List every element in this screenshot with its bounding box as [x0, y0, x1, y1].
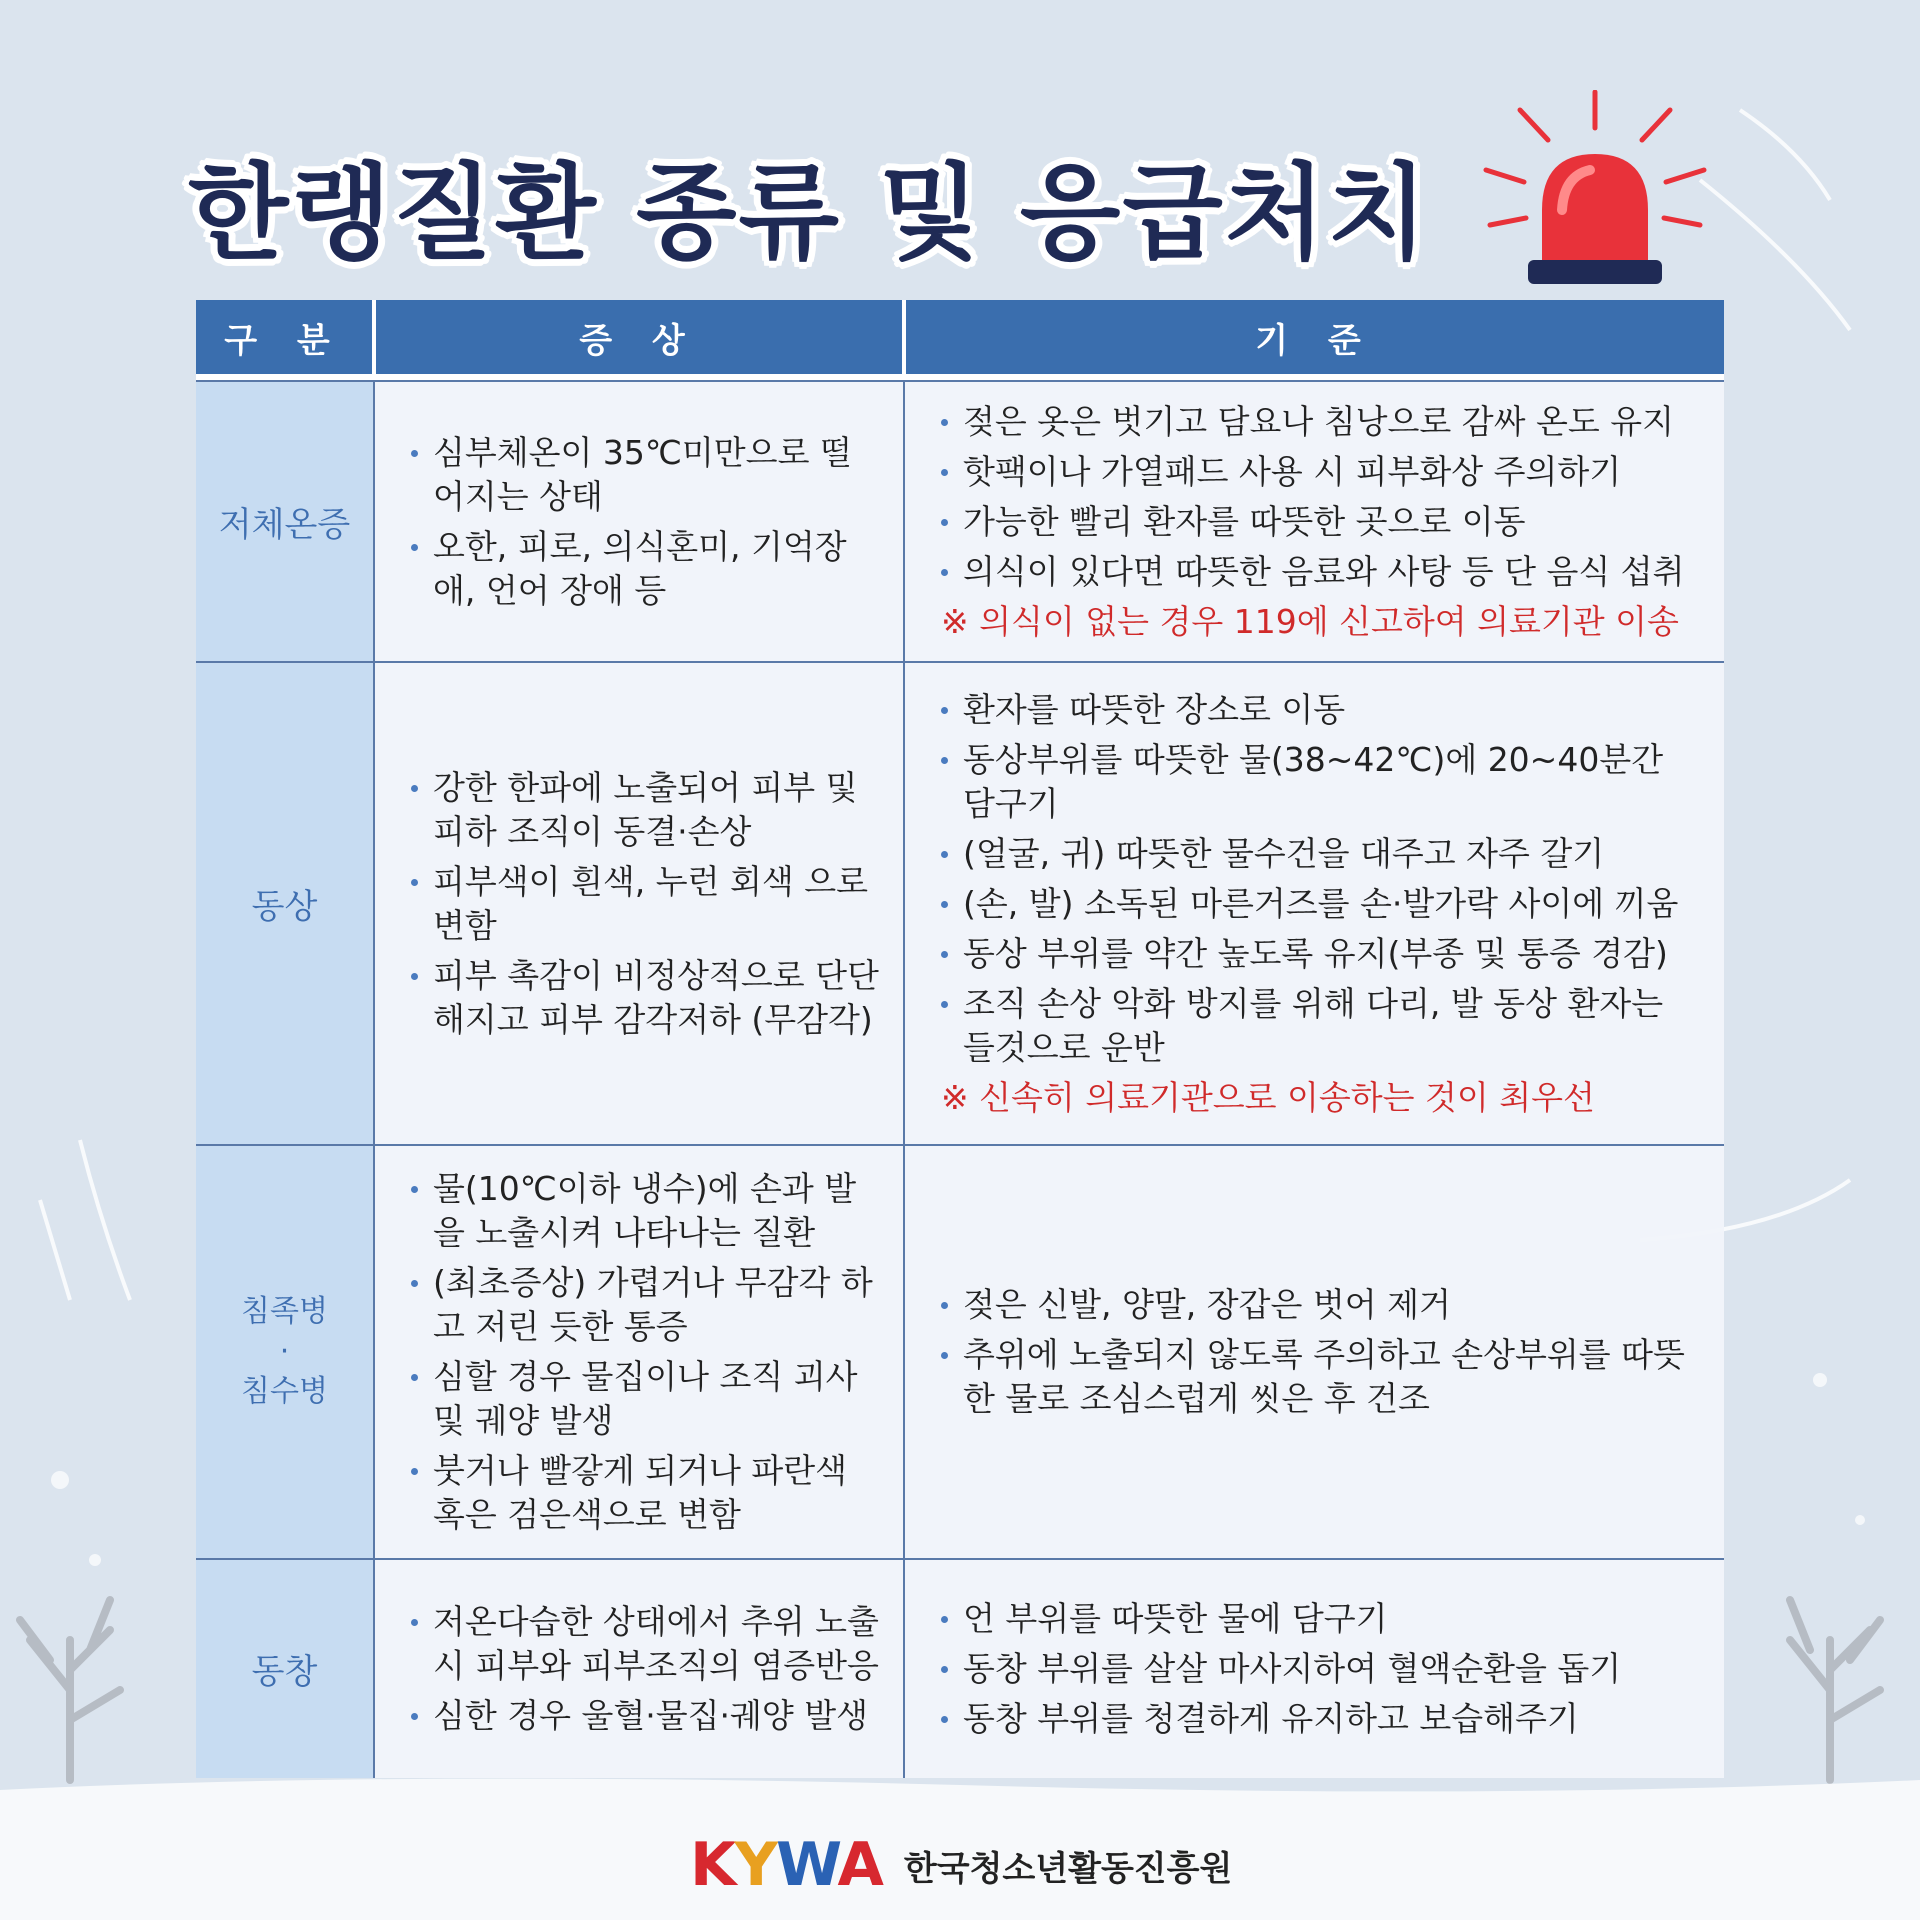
list-item: 핫팩이나 가열패드 사용 시 피부화상 주의하기 — [941, 450, 1700, 494]
symptoms-cell — [374, 662, 904, 1144]
list-item: 붓거나 빨갛게 되거나 파란색 혹은 검은색으로 변함 — [411, 1449, 879, 1537]
category-hypothermia: 저체온증 — [196, 381, 374, 662]
list-item: 의식이 있다면 따뜻한 음료와 사탕 등 단 음식 섭취 — [941, 550, 1700, 594]
logo-mark — [690, 1830, 882, 1900]
symptoms-cell — [374, 1559, 904, 1778]
table-row — [196, 662, 1724, 1144]
list-item: 젖은 옷은 벗기고 담요나 침낭으로 감싸 온도 유지 — [941, 400, 1700, 444]
list-item: 젖은 신발, 양말, 장갑은 벗어 제거 — [941, 1283, 1700, 1327]
list-item: (최초증상) 가렵거나 무감각 하고 저린 듯한 통증 — [411, 1261, 879, 1349]
actions-cell — [904, 381, 1724, 662]
header-symptoms: 증 상 — [374, 300, 904, 374]
list-item: 동창 부위를 청결하게 유지하고 보습해주기 — [941, 1697, 1700, 1741]
list-item: 추위에 노출되지 않도록 주의하고 손상부위를 따뜻한 물로 조심스럽게 씻은 후 건조 — [941, 1333, 1700, 1421]
organization-name: 한국청소년활동진흥원 — [903, 1848, 1233, 1889]
table-row — [196, 1559, 1724, 1778]
list-item: 심한 경우 울혈·물집·궤양 발생 — [411, 1694, 879, 1738]
header-criteria: 기 준 — [904, 300, 1724, 374]
list-item: 언 부위를 따뜻한 물에 담구기 — [941, 1597, 1700, 1641]
list-item: 환자를 따뜻한 장소로 이동 — [941, 688, 1700, 732]
list-item: 피부 촉감이 비정상적으로 단단해지고 피부 감각저하 (무감각) — [411, 954, 879, 1042]
logo-letter: A — [837, 1830, 882, 1900]
list-item: 동상부위를 따뜻한 물(38~42℃)에 20~40분간 담구기 — [941, 738, 1700, 826]
list-item: 피부색이 흰색, 누런 회색 으로 변함 — [411, 860, 879, 948]
actions-cell — [904, 662, 1724, 1144]
logo-letter: Y — [734, 1830, 776, 1900]
kywa-logo — [690, 1830, 1232, 1900]
list-item: 오한, 피로, 의식혼미, 기억장애, 언어 장애 등 — [411, 525, 879, 613]
list-item: 동창 부위를 살살 마사지하여 혈액순환을 돕기 — [941, 1647, 1700, 1691]
list-item: 조직 손상 악화 방지를 위해 다리, 발 동상 환자는 들것으로 운반 — [941, 982, 1700, 1070]
actions-cell — [904, 1559, 1724, 1778]
cold-illness-table — [196, 300, 1724, 1778]
logo-letter: K — [690, 1830, 735, 1900]
list-item: 심부체온이 35℃미만으로 떨어지는 상태 — [411, 431, 879, 519]
category-trench-foot — [196, 1145, 374, 1559]
page-title: 한랭질환 종류 및 응급처치 — [188, 152, 1430, 274]
logo-letter: W — [775, 1830, 838, 1900]
category-label-bottom: 침수병 — [241, 1373, 328, 1409]
list-item: 동상 부위를 약간 높도록 유지(부종 및 통증 경감) — [941, 932, 1700, 976]
actions-cell — [904, 1145, 1724, 1559]
list-item: (얼굴, 귀) 따뜻한 물수건을 대주고 자주 갈기 — [941, 832, 1700, 876]
list-item: 심할 경우 물집이나 조직 괴사 및 궤양 발생 — [411, 1355, 879, 1443]
list-item: 물(10℃이하 냉수)에 손과 발을 노출시켜 나타나는 질환 — [411, 1167, 879, 1255]
list-item: (손, 발) 소독된 마른거즈를 손·발가락 사이에 끼움 — [941, 882, 1700, 926]
siren-icon — [1480, 90, 1710, 290]
category-frostbite: 동상 — [196, 662, 374, 1144]
warning-note: ※ 의식이 없는 경우 119에 신고하여 의료기관 이송 — [941, 601, 1679, 641]
table-row — [196, 1145, 1724, 1559]
category-chilblain: 동창 — [196, 1559, 374, 1778]
category-label-separator: · — [279, 1333, 290, 1369]
list-item: 가능한 빨리 환자를 따뜻한 곳으로 이동 — [941, 500, 1700, 544]
warning-note: ※ 신속히 의료기관으로 이송하는 것이 최우선 — [941, 1077, 1595, 1117]
table-row — [196, 381, 1724, 662]
symptoms-cell — [374, 381, 904, 662]
list-item: 저온다습한 상태에서 추위 노출 시 피부와 피부조직의 염증반응 — [411, 1600, 879, 1688]
symptoms-cell — [374, 1145, 904, 1559]
list-item: 강한 한파에 노출되어 피부 및 피하 조직이 동결·손상 — [411, 766, 879, 854]
table-header-row — [196, 300, 1724, 374]
header-category: 구 분 — [196, 300, 374, 374]
category-label-top: 침족병 — [241, 1293, 328, 1329]
